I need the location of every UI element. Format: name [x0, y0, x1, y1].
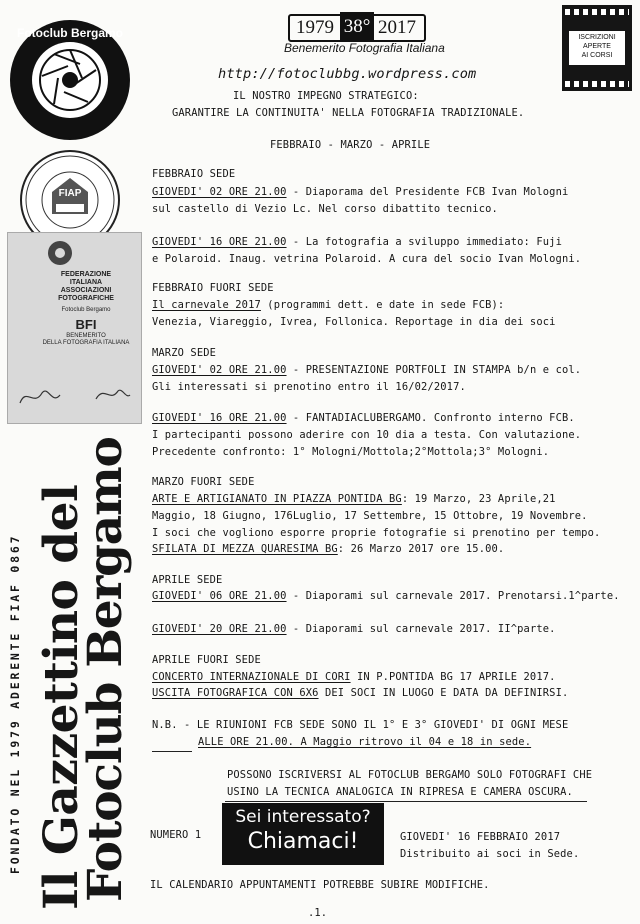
founded-vertical: FONDATO NEL 1979 ADERENTE FIAF 0867 — [8, 533, 22, 874]
page-number: .1. — [308, 907, 328, 919]
event-text: : 19 Marzo, 23 Aprile,21 — [401, 493, 556, 505]
event-line-2: I partecipanti possono aderire con 10 dia a testa. Con valutazione. — [152, 429, 582, 441]
gazzettino-title-2: Fotoclub Bergamo — [78, 437, 133, 902]
event-text: (programmi dett. e date in sede FCB): — [260, 299, 505, 311]
cert-bfi: BFI — [75, 317, 97, 332]
event-text: - FANTADIACLUBERGAMO. Confronto interno FCB. — [286, 412, 575, 424]
event-line — [152, 364, 581, 376]
iscrizioni-badge — [562, 5, 632, 91]
section-title: FEBBRAIO FUORI SEDE — [152, 282, 274, 294]
year-end: 2017 — [378, 17, 416, 38]
period-heading: FEBBRAIO - MARZO - APRILE — [270, 139, 431, 151]
badge-line-3: AI CORSI — [581, 52, 613, 59]
event-text: - Diaporami sul carnevale 2017. II^parte. — [286, 623, 556, 635]
event-line — [152, 493, 556, 505]
event-text: - PRESENTAZIONE PORTFOLI IN STAMPA b/n e col. — [286, 364, 582, 376]
event-date: GIOVEDI' 02 ORE 21.00 — [152, 364, 287, 376]
disclaimer: IL CALENDARIO APPUNTAMENTI POTREBBE SUBIRE MODIFICHE. — [150, 879, 490, 891]
nb-line-1: N.B. - LE RIUNIONI FCB SEDE SONO IL 1° E 3° GIOVEDI' DI OGNI MESE — [152, 719, 569, 731]
event-line-3: I soci che vogliono esporre proprie fotografie si prenotino per tempo. — [152, 527, 601, 539]
event-line — [152, 186, 568, 198]
event-line — [152, 543, 504, 555]
section-title: MARZO FUORI SEDE — [152, 476, 255, 488]
enroll-line-2: USINO LA TECNICA ANALOGICA IN RIPRESA E CAMERA OSCURA. — [227, 786, 573, 798]
enroll-line-1: POSSONO ISCRIVERSI AL FOTOCLUB BERGAMO SOLO FOTOGRAFI CHE — [227, 769, 593, 781]
cert-club: Fotoclub Bergamo — [61, 307, 111, 313]
gazzettino-title-1: Il Gazzettino del — [34, 484, 89, 910]
event-line — [152, 687, 568, 699]
event-line-2: sul castello di Vezio Lc. Nel corso dibattito tecnico. — [152, 203, 498, 215]
badge-line-2: APERTE — [583, 43, 611, 50]
event-line-2: e Polaroid. Inaug. vetrina Polaroid. A cura del socio Ivan Mologni. — [152, 253, 582, 265]
fotoclub-bergamo-logo — [10, 20, 130, 140]
cert-line-2: ITALIANA — [69, 279, 103, 286]
cert-bfi-line-2: DELLA FOTOGRAFIA ITALIANA — [42, 340, 130, 346]
event-date: GIOVEDI' 16 ORE 21.00 — [152, 412, 287, 424]
event-text: DEI SOCI IN LUOGO E DATA DA DEFINIRSI. — [318, 687, 569, 699]
year-mark: 38° — [340, 12, 374, 42]
event-text: - La fotografia a sviluppo immediato: Fuji — [286, 236, 562, 248]
event-date: GIOVEDI' 20 ORE 21.00 — [152, 623, 287, 635]
section-title: APRILE FUORI SEDE — [152, 654, 261, 666]
event-date: GIOVEDI' 06 ORE 21.00 — [152, 590, 287, 602]
event-text: IN P.PONTIDA BG 17 APRILE 2017. — [350, 671, 556, 683]
cert-bfi-line-1: BENEMERITO — [66, 333, 106, 339]
event-date: ARTE E ARTIGIANATO IN PIAZZA PONTIDA BG — [152, 493, 402, 505]
film-holes-top — [565, 9, 629, 15]
cert-line-3: ASSOCIAZIONI — [60, 287, 112, 294]
contact-banner[interactable] — [222, 803, 384, 865]
logo-club-name: Fotoclub Bergamo — [16, 26, 123, 40]
cert-line-4: FOTOGRAFICHE — [58, 295, 114, 302]
event-line — [152, 671, 556, 683]
section-title: MARZO SEDE — [152, 347, 217, 359]
enroll-underline — [225, 801, 587, 802]
event-line — [152, 299, 504, 311]
cert-line-1: FEDERAZIONE — [60, 271, 112, 278]
website-url[interactable]: http://fotoclubbg.wordpress.com — [218, 66, 477, 82]
event-date: GIOVEDI' 02 ORE 21.00 — [152, 186, 287, 198]
anniversary-box — [288, 14, 426, 42]
event-line-2: Venezia, Viareggio, Ivrea, Follonica. Reportage in dia dei soci — [152, 316, 556, 328]
fiaf-certificate — [7, 232, 142, 424]
event-line — [152, 623, 556, 635]
cta-line-1: Sei interessato? — [235, 807, 371, 827]
issue-date: GIOVEDI' 16 FEBBRAIO 2017 — [400, 831, 561, 843]
event-line-3: Precedente confronto: 1° Mologni/Mottola;2°Mottola;3° Mologni. — [152, 446, 550, 458]
nb-underline — [152, 751, 192, 752]
event-date: GIOVEDI' 16 ORE 21.00 — [152, 236, 287, 248]
event-date: USCITA FOTOGRAFICA CON 6X6 — [152, 687, 319, 699]
distributed-note: Distribuito ai soci in Sede. — [400, 848, 580, 860]
event-text: - Diaporami sul carnevale 2017. Prenotarsi.1^parte. — [286, 590, 620, 602]
badge-line-1: ISCRIZIONI — [578, 34, 616, 41]
event-line — [152, 412, 575, 424]
mission-line-1: IL NOSTRO IMPEGNO STRATEGICO: — [233, 90, 419, 102]
signatures — [14, 373, 134, 413]
issue-number: NUMERO 1 — [150, 829, 202, 841]
event-date: CONCERTO INTERNAZIONALE DI CORI — [152, 671, 351, 683]
section-title: FEBBRAIO SEDE — [152, 168, 236, 180]
film-holes-bottom — [565, 81, 629, 87]
event-line-2: Gli interessati si prenotino entro il 16/02/2017. — [152, 381, 466, 393]
fiaf-icon — [46, 239, 74, 267]
event-line-2: Maggio, 18 Giugno, 176Luglio, 17 Settembre, 15 Ottobre, 19 Novembre. — [152, 510, 588, 522]
nb-line-2: ALLE ORE 21.00. A Maggio ritrovo il 04 e 18 in sede. — [198, 736, 532, 748]
subtitle: Benemerito Fotografia Italiana — [284, 41, 445, 55]
event-text: : 26 Marzo 2017 ore 15.00. — [337, 543, 505, 555]
cta-line-2: Chiamaci! — [247, 829, 359, 854]
event-text: - Diaporama del Presidente FCB Ivan Mologni — [286, 186, 569, 198]
event-line — [152, 236, 562, 248]
mission-line-2: GARANTIRE LA CONTINUITA' NELLA FOTOGRAFIA TRADIZIONALE. — [172, 107, 525, 119]
section-title: APRILE SEDE — [152, 574, 223, 586]
year-start: 1979 — [296, 17, 334, 38]
event-date: SFILATA DI MEZZA QUARESIMA BG — [152, 543, 338, 555]
fiap-text: FIAP — [58, 188, 82, 199]
event-line — [152, 590, 620, 602]
event-date: Il carnevale 2017 — [152, 299, 261, 311]
